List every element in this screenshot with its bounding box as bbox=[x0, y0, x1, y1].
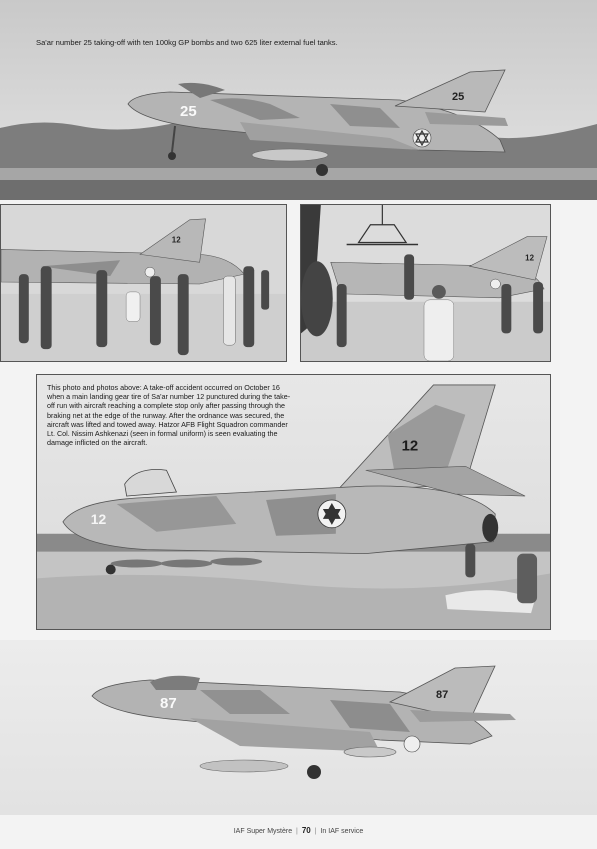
tail-number-25: 25 bbox=[452, 91, 465, 103]
photo-flight-87 bbox=[0, 640, 597, 815]
footer-separator: | bbox=[296, 828, 298, 835]
lifting-crane-image bbox=[301, 205, 550, 361]
page-footer bbox=[0, 826, 597, 835]
footer-section: In IAF service bbox=[320, 828, 364, 835]
caption-takeoff-25: Sa'ar number 25 taking-off with ten 100kg GP bombs and two 625 liter external fuel tanks. bbox=[36, 38, 338, 47]
nose-number-25: 25 bbox=[180, 103, 197, 120]
footer-separator: | bbox=[314, 828, 317, 835]
photo-lifting-crane bbox=[300, 204, 551, 362]
page-number: 70 bbox=[301, 826, 311, 835]
photo-ground-crew-left bbox=[0, 204, 287, 362]
ground-crew-left-image bbox=[1, 205, 286, 361]
takeoff-25-image bbox=[0, 0, 597, 200]
caption-accident: This photo and photos above: A take-off accident occurred on October 16 when a main landing gear tire of Sa'ar number 12 punctured during the take-off run with aircraft reaching a complete stop only after passing through the braking net at the edge of the runway. After the ordnance was secured, the aircraft was lifted and towed away. Hatzor AFB Flight Squadron commander Lt. Col. Nissim Ashkenazi (seen in formal uniform) is seen evaluating the damage inflicted on the aircraft. bbox=[47, 383, 291, 448]
tail-number-87: 87 bbox=[436, 689, 449, 701]
tail-number-12: 12 bbox=[401, 438, 419, 455]
footer-title: IAF Super Mystère bbox=[233, 828, 293, 835]
tail-number-12-right: 12 bbox=[525, 253, 535, 263]
flight-87-image bbox=[0, 640, 597, 815]
nose-number-87: 87 bbox=[160, 695, 177, 712]
photo-takeoff-25 bbox=[0, 0, 597, 200]
tail-number-12-left: 12 bbox=[171, 235, 181, 245]
nose-number-12: 12 bbox=[90, 510, 107, 527]
